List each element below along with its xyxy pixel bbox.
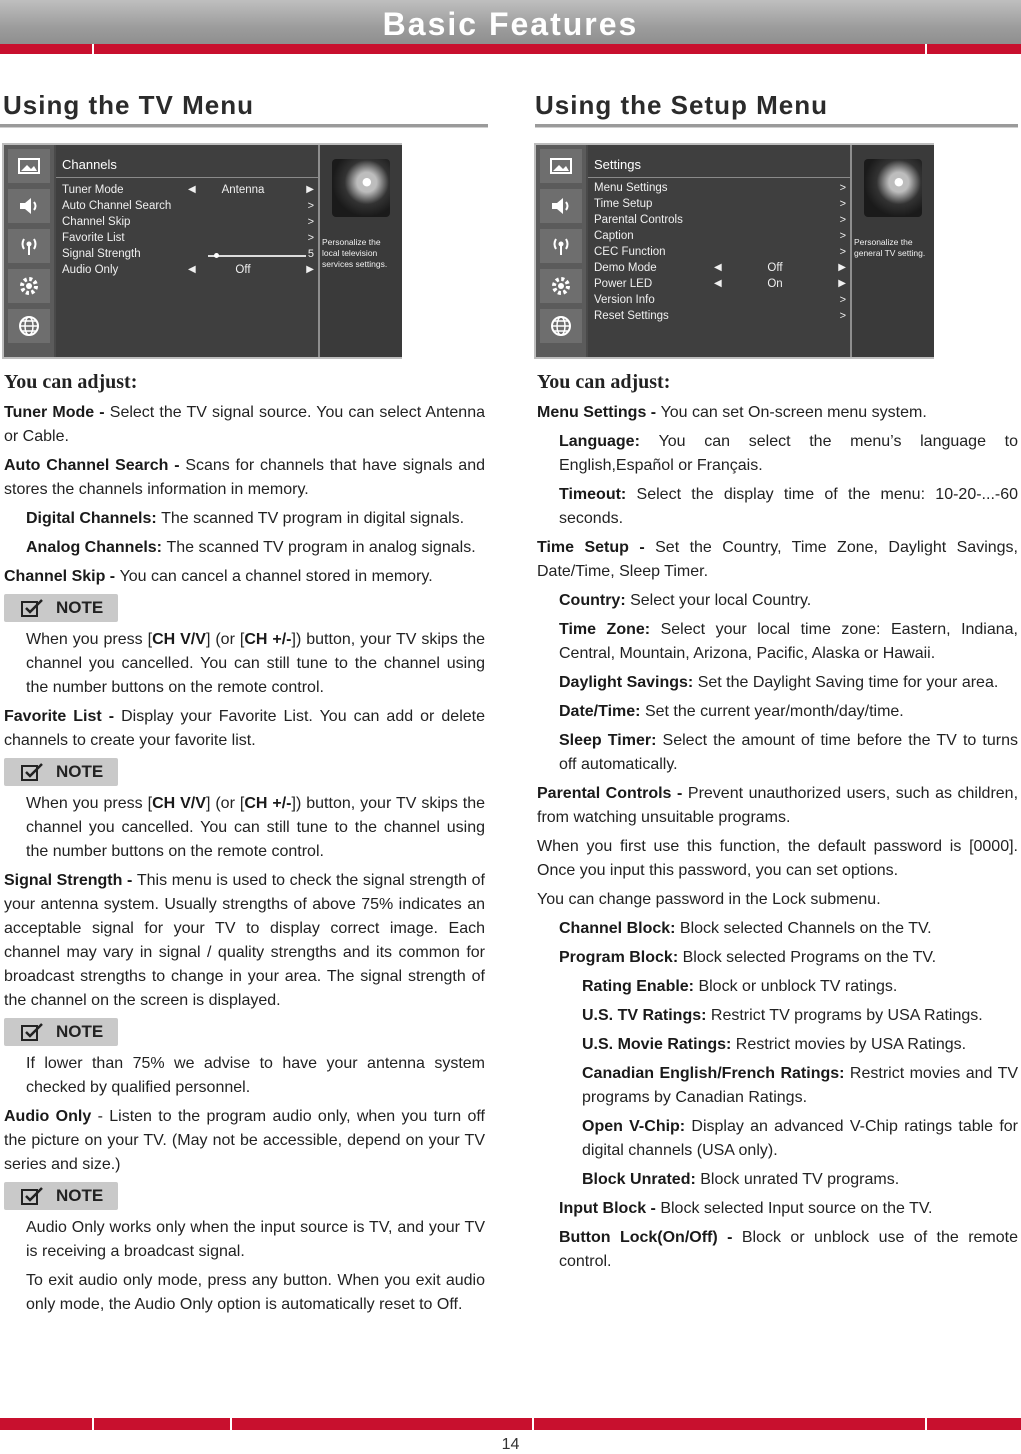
menu-row-tuner-mode[interactable] <box>62 184 314 200</box>
right-arrow-icon[interactable]: ▶ <box>306 184 314 195</box>
sound-icon <box>8 189 50 223</box>
menu-row-signal-strength[interactable] <box>62 248 314 264</box>
menu-row-label: Channel Skip <box>62 216 131 228</box>
menu-row-menu-settings[interactable] <box>594 182 846 198</box>
item-digital-channels <box>4 507 485 531</box>
page-title: Basic Features <box>382 6 639 42</box>
item-term: Analog Channels: <box>26 539 167 556</box>
item-text: The scanned TV program in digital signals. <box>161 510 465 527</box>
tv-menu-settings <box>534 143 934 359</box>
note-text: If lower than 75% we advise to have your antenna system checked by qualified personnel. <box>26 1055 485 1096</box>
item-term: Channel Skip - <box>4 568 120 585</box>
signal-value: 5 <box>307 248 314 260</box>
item-sleep-timer: Sleep Timer: Select the amount of time before the TV to turns off automatically. <box>559 732 1018 773</box>
menu-row-audio-only[interactable] <box>62 264 314 280</box>
chevron-right-icon: > <box>839 198 846 210</box>
chevron-right-icon: > <box>839 214 846 226</box>
chevron-right-icon: > <box>839 294 846 306</box>
menu-row-label: Audio Only <box>62 264 119 276</box>
item-text: This menu is used to check the signal strength of your antenna system. Usually strengths of above 75% indicates an acceptable signal for your TV to display correct image. Each channel may vary in signal / quality strengths and its common for broadcast strengths to change in your area. The signal strength of the channel on the screen is displayed. <box>4 872 485 1009</box>
note-text: Audio Only works only when the input source is TV, and your TV is receiving a broadcast signal. <box>26 1219 485 1260</box>
gear-thumbnail <box>864 159 922 217</box>
menu-row-label: Power LED <box>594 278 653 290</box>
header-divider-tick <box>925 44 927 54</box>
item-timeout: Timeout: Select the display time of the menu: 10-20-...-60 seconds. <box>559 486 1019 527</box>
paragraph-change-password: You can change password in the Lock submenu. <box>537 891 881 908</box>
item-text: Select the TV signal source. You can select Antenna or Cable. <box>4 404 485 445</box>
chevron-right-icon: > <box>307 216 314 228</box>
page-number: 14 <box>501 1436 520 1453</box>
menu-row-label: Menu Settings <box>594 182 668 194</box>
menu-row-value: Off <box>767 262 783 274</box>
sound-icon <box>540 189 582 223</box>
satellite-dish-thumbnail <box>332 159 390 217</box>
footer-divider-tick <box>925 1418 927 1430</box>
item-block-unrated: Block Unrated: Block unrated TV programs. <box>582 1171 900 1188</box>
note-badge <box>4 1182 118 1210</box>
network-icon <box>8 309 50 343</box>
menu-row-value: Antenna <box>221 184 265 196</box>
network-icon <box>540 309 582 343</box>
item-term: Signal Strength - <box>4 872 137 889</box>
item-canadian-ratings: Canadian English/French Ratings: Restrict movies and TV programs by Canadian Ratings. <box>582 1065 1019 1106</box>
settings-icon <box>8 269 50 303</box>
item-button-lock: Button Lock(On/Off) - Block or unblock use of the remote control. <box>559 1229 1018 1270</box>
note-check-icon <box>20 1022 44 1042</box>
item-text: You can cancel a channel stored in memory. <box>119 568 433 585</box>
section-title-setup-menu: Using the Setup Menu <box>535 90 828 120</box>
item-daylight-savings: Daylight Savings: Set the Daylight Saving time for your area. <box>559 674 999 691</box>
menu-panel-title: Settings <box>594 157 641 172</box>
right-column <box>537 368 1018 1279</box>
item-text: Display your Favorite List. You can add or delete channels to create your favorite list. <box>4 708 485 749</box>
menu-icon-column <box>536 145 586 357</box>
picture-icon <box>540 149 582 183</box>
item-analog-channels <box>4 536 485 560</box>
item-open-v-chip: Open V-Chip: Display an advanced V-Chip ratings table for digital channels (USA only). <box>582 1118 1019 1159</box>
item-term: Tuner Mode - <box>4 404 110 421</box>
left-arrow-icon[interactable]: ◀ <box>188 264 196 275</box>
item-channel-block: Channel Block: Block selected Channels on the TV. <box>559 920 932 937</box>
item-auto-channel-search <box>4 454 485 502</box>
menu-row-label: Reset Settings <box>594 310 669 322</box>
item-audio-only <box>4 1105 485 1177</box>
item-term: Favorite List - <box>4 708 122 725</box>
chevron-right-icon: > <box>307 232 314 244</box>
item-date-time: Date/Time: Set the current year/month/day/time. <box>559 703 904 720</box>
adjust-heading: You can adjust: <box>4 371 138 393</box>
note-text: When you press [CH V/V] (or [CH +/-]) button, your TV skips the channel you cancelled. You can still tune to the channel using the number buttons on the remote control. <box>26 631 486 696</box>
header-banner <box>0 0 1021 50</box>
footer-divider-tick <box>230 1418 232 1430</box>
menu-row-version-info[interactable] <box>594 294 846 310</box>
item-program-block: Program Block: Block selected Programs on the TV. <box>559 949 937 966</box>
paragraph-default-password: When you first use this function, the default password is [0000]. Once you input this password, you can set options. <box>537 838 1018 879</box>
note-check-icon <box>20 1186 44 1206</box>
menu-row-parental-controls[interactable] <box>594 214 846 230</box>
item-time-setup: Time Setup - Set the Country, Time Zone, Daylight Savings, Date/Time, Sleep Timer. <box>537 539 1018 580</box>
menu-panel-title: Channels <box>62 157 117 172</box>
menu-row-value: On <box>767 278 783 290</box>
menu-icon-column <box>4 145 54 357</box>
item-time-zone: Time Zone: Select your local time zone: Eastern, Indiana, Central, Mountain, Arizona, Pacific, Alaska or Hawaii. <box>559 621 1018 662</box>
note-badge <box>4 758 118 786</box>
note-text: To exit audio only mode, press any button. When you exit audio only mode, the Audio Only option is automatically reset to Off. <box>26 1272 485 1313</box>
tv-menu-channels <box>2 143 402 359</box>
menu-help-text: Personalize the local television services settings. <box>322 237 388 269</box>
menu-row-label: Caption <box>594 230 634 242</box>
right-arrow-icon[interactable]: ▶ <box>838 262 846 273</box>
menu-panel <box>56 145 318 357</box>
item-text: The scanned TV program in analog signals. <box>166 539 476 556</box>
section-rule <box>0 124 488 128</box>
section-title-tv-menu: Using the TV Menu <box>3 90 254 120</box>
menu-row-label: Tuner Mode <box>62 184 124 196</box>
picture-icon <box>8 149 50 183</box>
menu-row-label: Version Info <box>594 294 655 306</box>
item-text: - Listen to the program audio only, when you turn off the picture on your TV. (May not be accessible, depend on your TV series and size.) <box>4 1108 486 1173</box>
item-term: Auto Channel Search - <box>4 457 186 474</box>
menu-row-time-setup[interactable] <box>594 198 846 214</box>
item-menu-settings: Menu Settings - You can set On-screen menu system. <box>537 404 927 421</box>
menu-row-demo-mode[interactable] <box>594 262 846 278</box>
menu-row-cec-function[interactable] <box>594 246 846 262</box>
menu-row-label: Signal Strength <box>62 248 141 260</box>
chevron-right-icon: > <box>839 310 846 322</box>
menu-row-label: Favorite List <box>62 232 125 244</box>
right-arrow-icon[interactable]: ▶ <box>838 278 846 289</box>
note-badge <box>4 594 118 622</box>
menu-row-label: Demo Mode <box>594 262 657 274</box>
menu-help-panel <box>850 145 934 357</box>
menu-row-value: Off <box>235 264 251 276</box>
chevron-right-icon: > <box>839 230 846 242</box>
note-check-icon <box>20 598 44 618</box>
left-arrow-icon[interactable]: ◀ <box>188 184 196 195</box>
item-signal-strength <box>4 869 485 1013</box>
signal-slider-thumb <box>214 253 219 258</box>
menu-panel <box>588 145 850 357</box>
settings-icon <box>540 269 582 303</box>
item-language: Language: You can select the menu’s language to English,Español or Français. <box>559 433 1018 474</box>
item-input-block: Input Block - Block selected Input source on the TV. <box>559 1200 933 1217</box>
adjust-heading: You can adjust: <box>537 371 671 393</box>
menu-row-label: CEC Function <box>594 246 666 258</box>
section-rule <box>535 124 1018 128</box>
menu-row-reset-settings[interactable] <box>594 310 846 326</box>
menu-panel-divider <box>588 177 850 178</box>
note-text: When you press [CH V/V] (or [CH +/-]) button, your TV skips the channel you cancelled. You can still tune to the channel using the number buttons on the remote control. <box>26 795 486 860</box>
chevron-right-icon: > <box>839 182 846 194</box>
header-accent-bar <box>0 44 1021 54</box>
footer-divider-tick <box>532 1418 534 1430</box>
note-label: NOTE <box>56 1186 104 1205</box>
right-arrow-icon[interactable]: ▶ <box>306 264 314 275</box>
item-parental-controls: Parental Controls - Prevent unauthorized users, such as children, from watching unsuitable programs. <box>537 785 1019 826</box>
item-rating-enable: Rating Enable: Block or unblock TV ratings. <box>582 978 898 995</box>
item-term: Digital Channels: <box>26 510 162 527</box>
menu-help-panel <box>318 145 402 357</box>
item-channel-skip <box>4 565 485 589</box>
antenna-icon <box>8 229 50 263</box>
item-us-tv-ratings: U.S. TV Ratings: Restrict TV programs by USA Ratings. <box>582 1007 983 1024</box>
menu-row-power-led[interactable] <box>594 278 846 294</box>
menu-row-label: Auto Channel Search <box>62 200 172 212</box>
note-badge <box>4 1018 118 1046</box>
item-country: Country: Select your local Country. <box>559 592 812 609</box>
menu-help-text: Personalize the general TV setting. <box>854 237 926 258</box>
left-arrow-icon[interactable]: ◀ <box>714 278 722 289</box>
chevron-right-icon: > <box>307 200 314 212</box>
menu-panel-divider <box>56 177 318 178</box>
item-term: Audio Only <box>4 1108 92 1125</box>
item-favorite-list <box>4 705 485 753</box>
menu-row-auto-channel-search[interactable] <box>62 200 314 216</box>
footer-accent-bar <box>0 1418 1021 1430</box>
footer-divider-tick <box>92 1418 94 1430</box>
item-text: Scans for channels that have signals and stores the channels information in memory. <box>4 457 485 498</box>
item-us-movie-ratings: U.S. Movie Ratings: Restrict movies by USA Ratings. <box>582 1036 967 1053</box>
note-label: NOTE <box>56 1022 104 1041</box>
menu-row-favorite-list[interactable] <box>62 232 314 248</box>
antenna-icon <box>540 229 582 263</box>
note-check-icon <box>20 762 44 782</box>
left-column <box>4 368 485 1322</box>
menu-row-label: Parental Controls <box>594 214 683 226</box>
header-divider-tick <box>92 44 94 54</box>
item-tuner-mode <box>4 401 485 449</box>
menu-row-caption[interactable] <box>594 230 846 246</box>
note-label: NOTE <box>56 598 104 617</box>
menu-row-label: Time Setup <box>594 198 653 210</box>
left-arrow-icon[interactable]: ◀ <box>714 262 722 273</box>
note-label: NOTE <box>56 762 104 781</box>
chevron-right-icon: > <box>839 246 846 258</box>
signal-slider <box>208 255 306 257</box>
menu-row-channel-skip[interactable] <box>62 216 314 232</box>
